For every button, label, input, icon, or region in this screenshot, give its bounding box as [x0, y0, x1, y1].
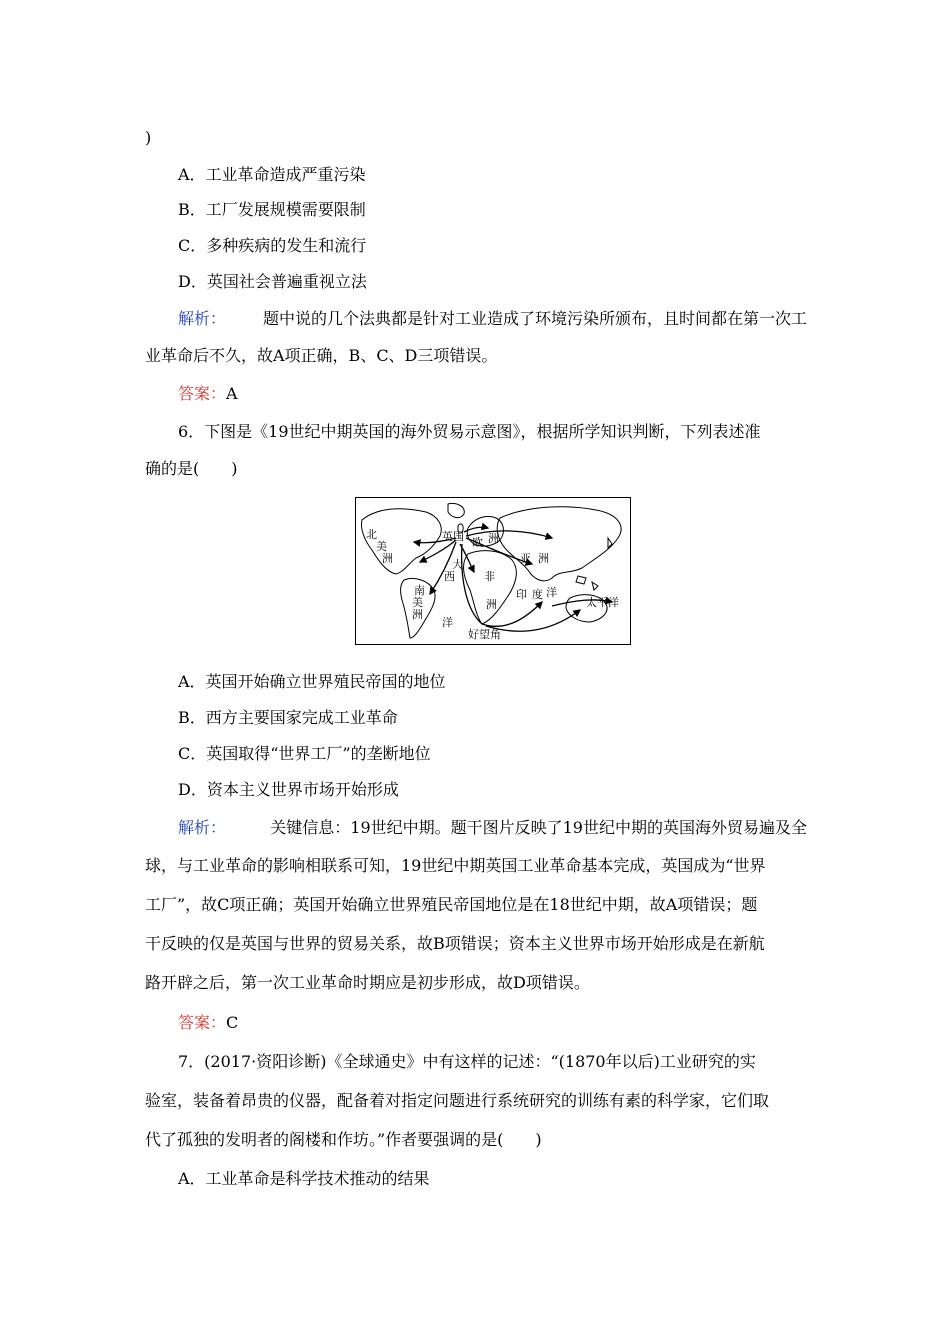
map-label-britain: 英国 — [442, 530, 464, 543]
map-label-zhou3: 洲 — [538, 552, 549, 565]
q6-stem-line2: 确的是( ) — [145, 459, 238, 478]
q5-answer — [178, 384, 238, 404]
q6-option-b: B．西方主要国家完成工业革命 — [178, 708, 398, 727]
trade-map-figure — [355, 497, 631, 645]
map-label-nan: 南 — [414, 584, 425, 597]
q7-option-a: A．工业革命是科学技术推动的结果 — [178, 1169, 430, 1188]
africa-shape — [464, 551, 517, 624]
map-label-yin: 印 — [516, 588, 527, 601]
q6-analysis-label: 解析： — [178, 818, 227, 837]
q5-analysis-label: 解析： — [178, 309, 227, 328]
map-label-cape: 好望角 — [468, 628, 501, 641]
q5-option-a: A．工业革命造成严重污染 — [178, 165, 366, 184]
q6-analysis-line4: 干反映的仅是英国与世界的贸易关系，故B项错误；资本主义世界市场开始形成是在新航 — [145, 934, 765, 953]
map-label-yang2: 洋 — [546, 586, 557, 599]
q6-analysis-line3: 工厂”，故C项正确；英国开始确立世界殖民帝国地位是在18世纪中期，故A项错误；题 — [145, 895, 758, 914]
q6-stem-line1: 6．下图是《19世纪中期英国的海外贸易示意图》，根据所学知识判断，下列表述准 — [178, 422, 761, 441]
q6-option-a: A．英国开始确立世界殖民帝国的地位 — [178, 672, 446, 691]
map-label-zhou5: 洲 — [486, 598, 497, 611]
q5-closing-paren: ) — [145, 128, 152, 147]
q7-stem-line2: 验室，装备着昂贵的仪器，配备着对指定问题进行系统研究的训练有素的科学家，它们取 — [145, 1091, 770, 1110]
q6-analysis-line1 — [178, 818, 807, 838]
q5-analysis-line2: 业革命后不久，故A项正确，B、C、D三项错误。 — [145, 346, 498, 365]
map-label-da: 大 — [452, 558, 463, 571]
map-label-pacific: 太平洋 — [586, 596, 619, 609]
map-label-du: 度 — [532, 588, 543, 601]
islands-shape — [576, 538, 612, 590]
q6-answer-value: C — [226, 1013, 239, 1032]
q6-analysis-line5: 路开辟之后，第一次工业革命时期应是初步形成，故D项错误。 — [145, 973, 590, 992]
q6-analysis-line2: 球，与工业革命的影响相联系可知，19世纪中期英国工业革命基本完成，英国成为“世界 — [145, 856, 766, 875]
q6-analysis-text1: 关键信息：19世纪中期。题干图片反映了19世纪中期的英国海外贸易遍及全 — [270, 818, 807, 837]
q5-analysis-text1: 题中说的几个法典都是针对工业造成了环境污染所颁布，且时间都在第一次工 — [262, 309, 807, 328]
q6-answer — [178, 1013, 238, 1033]
map-label-zhou2: 洲 — [488, 532, 499, 545]
map-label-xi: 西 — [444, 570, 455, 583]
north-america-shape — [361, 509, 441, 574]
q6-option-c: C．英国取得“世界工厂”的垄断地位 — [178, 744, 431, 763]
greenland-shape — [448, 503, 464, 517]
map-label-yang1: 洋 — [442, 616, 453, 629]
q6-option-d: D．资本主义世界市场开始形成 — [178, 780, 399, 799]
q5-analysis-line1 — [178, 309, 807, 329]
trade-map-svg — [356, 498, 629, 643]
q5-option-d: D．英国社会普遍重视立法 — [178, 272, 367, 291]
map-label-fei: 非 — [484, 570, 495, 583]
map-label-ya: 亚 — [520, 552, 531, 565]
q5-answer-label: 答案： — [178, 384, 227, 403]
map-label-zhou4: 洲 — [412, 608, 423, 621]
map-label-mei2: 美 — [412, 596, 423, 609]
q7-stem-line1: 7．(2017·资阳诊断)《全球通史》中有这样的记述：“(1870年以后)工业研究的实 — [178, 1052, 756, 1071]
map-label-bei: 北 — [366, 528, 377, 541]
q5-option-b: B．工厂发展规模需要限制 — [178, 200, 366, 219]
q7-stem-line3: 代了孤独的发明者的阁楼和作坊。”作者要强调的是( ) — [145, 1130, 542, 1149]
map-label-zhou1: 洲 — [382, 552, 393, 565]
q5-answer-value: A — [226, 384, 238, 403]
q6-answer-label: 答案： — [178, 1013, 227, 1032]
map-label-ou: 欧 — [472, 536, 483, 549]
map-label-mei1: 美 — [376, 540, 387, 553]
q5-option-c: C．多种疾病的发生和流行 — [178, 236, 367, 255]
